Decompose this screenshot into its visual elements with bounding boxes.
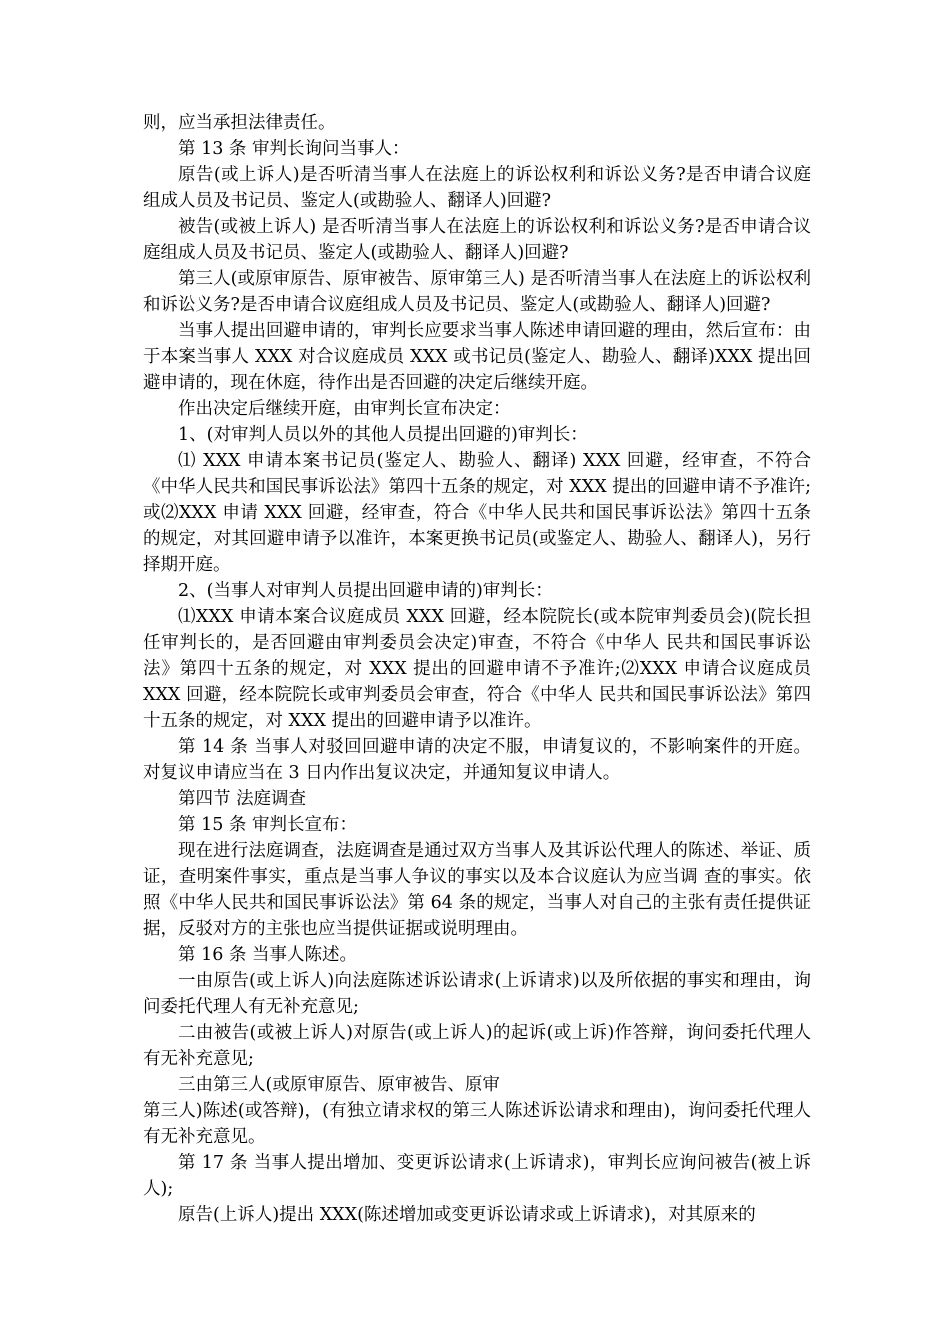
section-4-heading: 第四节 法庭调查 [178, 789, 307, 809]
paragraph-third-party-statement-start: 三由第三人(或原审原告、原审被告、原审 [178, 1075, 500, 1095]
article-13-heading: 第 13 条 审判长询问当事人： [178, 139, 410, 159]
paragraph-plaintiff-change: 原告(上诉人)提出 XXX(陈述增加或变更诉讼请求或上诉请求)，对其原来的 [178, 1205, 756, 1225]
paragraph-item-2-detail: ⑴XXX 申请本案合议庭成员 XXX 回避，经本院院长(或本院审判委员会)(院长担任审判长的，是否回避由审判委员会决定)审查，不符合《中华人 民共和国民事诉讼法》第四十五条的规定，对 XXX 提出的回避申请不予准许;⑵XXX 申请合议庭成员 XXX 回避，经本院院长或审判委员会审查，符合《中华人 民共和国民事诉讼法》第四十五条的规定，对 XXX 提出的回避申请予以准许。 [143, 607, 811, 731]
article-16-heading: 第 16 条 当事人陈述。 [178, 945, 357, 965]
document-body [143, 110, 811, 1228]
paragraph-defendant-statement: 二由被告(或被上诉人)对原告(或上诉人)的起诉(或上诉)作答辩，询问委托代理人有无补充意见; [143, 1023, 811, 1069]
paragraph-third-party-question: 第三人(或原审原告、原审被告、原审第三人) 是否听清当事人在法庭上的诉讼权利和诉讼义务?是否申请合议庭组成人员及书记员、鉴定人(或勘验人、翻译人)回避? [143, 269, 811, 315]
paragraph-1: 则，应当承担法律责任。 [143, 113, 336, 133]
article-15-heading: 第 15 条 审判长宣布： [178, 815, 357, 835]
paragraph-item-1: 1、(对审判人员以外的其他人员提出回避的)审判长： [178, 425, 588, 445]
paragraph-item-1-detail: ⑴ XXX 申请本案书记员(鉴定人、勘验人、翻译) XXX 回避，经审查，不符合《中华人民共和国民事诉讼法》第四十五条的规定，对 XXX 提出的回避申请不予准许;或⑵XXX 申请 XXX 回避，经审查，符合《中华人民共和国民事诉讼法》第四十五条的规定，对其回避申请予以准许，本案更换书记员(或鉴定人、勘验人、翻译人)，另行 择期开庭。 [143, 451, 811, 575]
article-14: 第 14 条 当事人对驳回回避申请的决定不服，申请复议的，不影响案件的开庭。对复议申请应当在 3 日内作出复议决定，并通知复议申请人。 [143, 737, 811, 783]
paragraph-plaintiff-question: 原告(或上诉人)是否听清当事人在法庭上的诉讼权利和诉讼义务?是否申请合议庭组成人员及书记员、鉴定人(或勘验人、翻译人)回避? [143, 165, 811, 211]
paragraph-defendant-question: 被告(或被上诉人) 是否听清当事人在法庭上的诉讼权利和诉讼义务?是否申请合议庭组成人员及书记员、鉴定人(或勘验人、翻译人)回避? [143, 217, 811, 263]
paragraph-decision-announce: 作出决定后继续开庭，由审判长宣布决定： [178, 399, 511, 419]
paragraph-item-2: 2、(当事人对审判人员提出回避申请的)审判长： [178, 581, 553, 601]
paragraph-investigation: 现在进行法庭调查，法庭调查是通过双方当事人及其诉讼代理人的陈述、举证、质证，查明案件事实，重点是当事人争议的事实以及本合议庭认为应当调 查的事实。依照《中华人民共和国民事诉讼法》第 64 条的规定，当事人对自己的主张有责任提供证据，反驳对方的主张也应当提供证据或说明理由。 [143, 841, 811, 939]
paragraph-third-party-statement-cont: 第三人)陈述(或答辩)，(有独立请求权的第三人陈述诉讼请求和理由)，询问委托代理人有无补充意见。 [143, 1101, 811, 1147]
article-17: 第 17 条 当事人提出增加、变更诉讼请求(上诉请求)，审判长应询问被告(被上诉人); [143, 1153, 811, 1199]
paragraph-plaintiff-statement: 一由原告(或上诉人)向法庭陈述诉讼请求(上诉请求)以及所依据的事实和理由，询问委托代理人有无补充意见; [143, 971, 811, 1017]
paragraph-recusal-request: 当事人提出回避申请的，审判长应要求当事人陈述申请回避的理由，然后宣布：由于本案当事人 XXX 对合议庭成员 XXX 或书记员(鉴定人、勘验人、翻译)XXX 提出回避申请的，现在休庭，待作出是否回避的决定后继续开庭。 [143, 321, 811, 393]
